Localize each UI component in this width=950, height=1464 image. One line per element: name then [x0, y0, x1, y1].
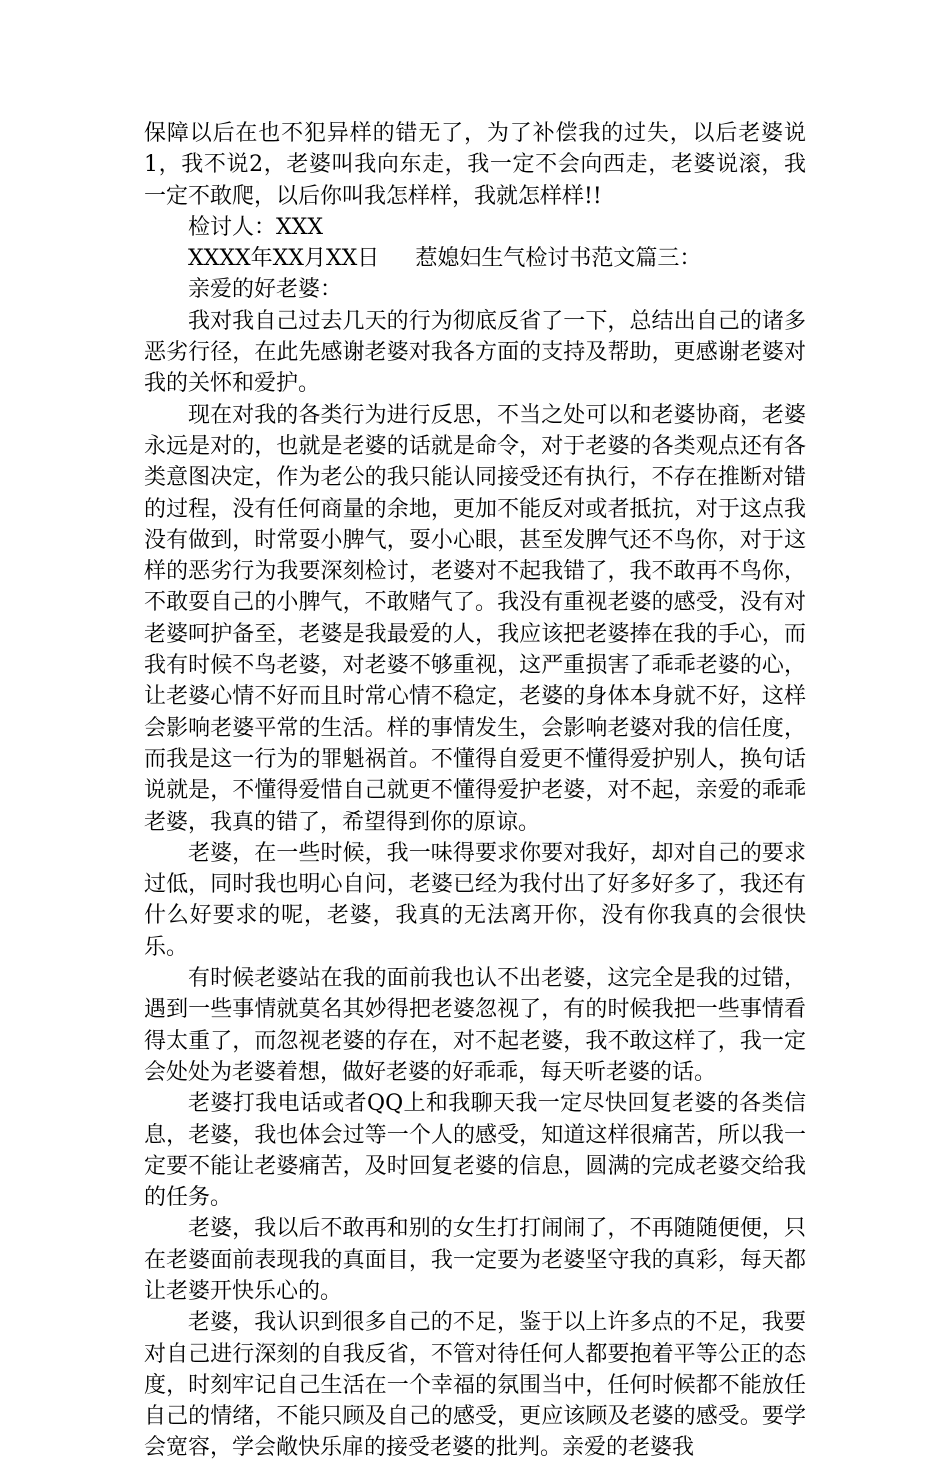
signature-line: 检讨人：XXX	[188, 214, 323, 240]
paragraph-7: 老婆，我认识到很多自己的不足，鉴于以上许多点的不足，我要对自己进行深刻的自我反省，不管对待任何人都要抱着平等公正的态度，时刻牢记自己生活在一个幸福的氛围当中，任何时候都不能放任自己的情绪，不能只顾及自己的感受，更应该顾及老婆的感受。要学会宽容，学会敞快乐扉的接受老婆的批判。亲爱的老婆我	[144, 1310, 806, 1461]
paragraph-5: 老婆打我电话或者QQ上和我聊天我一定尽快回复老婆的各类信息，老婆，我也体会过等一个人的感受，知道这样很痛苦，所以我一定要不能让老婆痛苦，及时回复老婆的信息，圆满的完成老婆交给我的任务。	[144, 1091, 806, 1211]
paragraph-6: 老婆，我以后不敢再和别的女生打打闹闹了，不再随随便便，只在老婆面前表现我的真面目，我一定要为老婆坚守我的真彩，每天都让老婆开快乐心的。	[144, 1216, 806, 1304]
date-and-heading-line	[144, 243, 806, 274]
paragraph-4: 有时候老婆站在我的面前我也认不出老婆，这完全是我的过错，遇到一些事情就莫名其妙得把老婆忽视了，有的时候我把一些事情看得太重了，而忽视老婆的存在，对不起老婆，我不敢这样了，我一定会处处为老婆着想，做好老婆的好乖乖，每天听老婆的话。	[144, 966, 806, 1085]
paragraph-2: 现在对我的各类行为进行反思，不当之处可以和老婆协商，老婆永远是对的，也就是老婆的话就是命令，对于老婆的各类观点还有各类意图决定，作为老公的我只能认同接受还有执行，不存在推断对错的过程，没有任何商量的余地，更加不能反对或者抵抗，对于这点我没有做到，时常耍小脾气，耍小心眼，甚至发脾气还不鸟你，对于这样的恶劣行为我要深刻检讨，老婆对不起我错了，我不敢再不鸟你，不敢耍自己的小脾气，不敢赌气了。我没有重视老婆的感受，没有对老婆呵护备至，老婆是我最爱的人，我应该把老婆捧在我的手心，而我有时候不鸟老婆，对老婆不够重视，这严重损害了乖乖老婆的心，让老婆心情不好而且时常心情不稳定，老婆的身体本身就不好，这样会影响老婆平常的生活。样的事情发生，会影响老婆对我的信任度，而我是这一行为的罪魁祸首。不懂得自爱更不懂得爱护别人，换句话说就是，不懂得爱惜自己就更不懂得爱护老婆，对不起，亲爱的乖乖老婆，我真的错了，希望得到你的原谅。	[144, 402, 806, 835]
paragraph-continuation: 保障以后在也不犯异样的错无了，为了补偿我的过失，以后老婆说1，我不说2，老婆叫我向东走，我一定不会向西走，老婆说滚，我一定不敢爬，以后你叫我怎样样，我就怎样样!!	[144, 121, 806, 209]
document-page	[144, 118, 806, 1464]
paragraph-3: 老婆，在一些时候，我一味得要求你要对我好，却对自己的要求过低，同时我也明心自问，老婆已经为我付出了好多好多了，我还有什么好要求的呢，老婆，我真的无法离开你，没有你我真的会很快乐。	[144, 840, 806, 960]
paragraph-1: 我对我自己过去几天的行为彻底反省了一下，总结出自己的诸多恶劣行径，在此先感谢老婆对我各方面的支持及帮助，更感谢老婆对我的关怀和爱护。	[144, 308, 806, 397]
date-text: XXXX年XX月XX日	[188, 246, 380, 272]
section-heading: 惹媳妇生气检讨书范文篇三：	[415, 246, 702, 272]
salutation: 亲爱的好老婆：	[188, 277, 343, 303]
